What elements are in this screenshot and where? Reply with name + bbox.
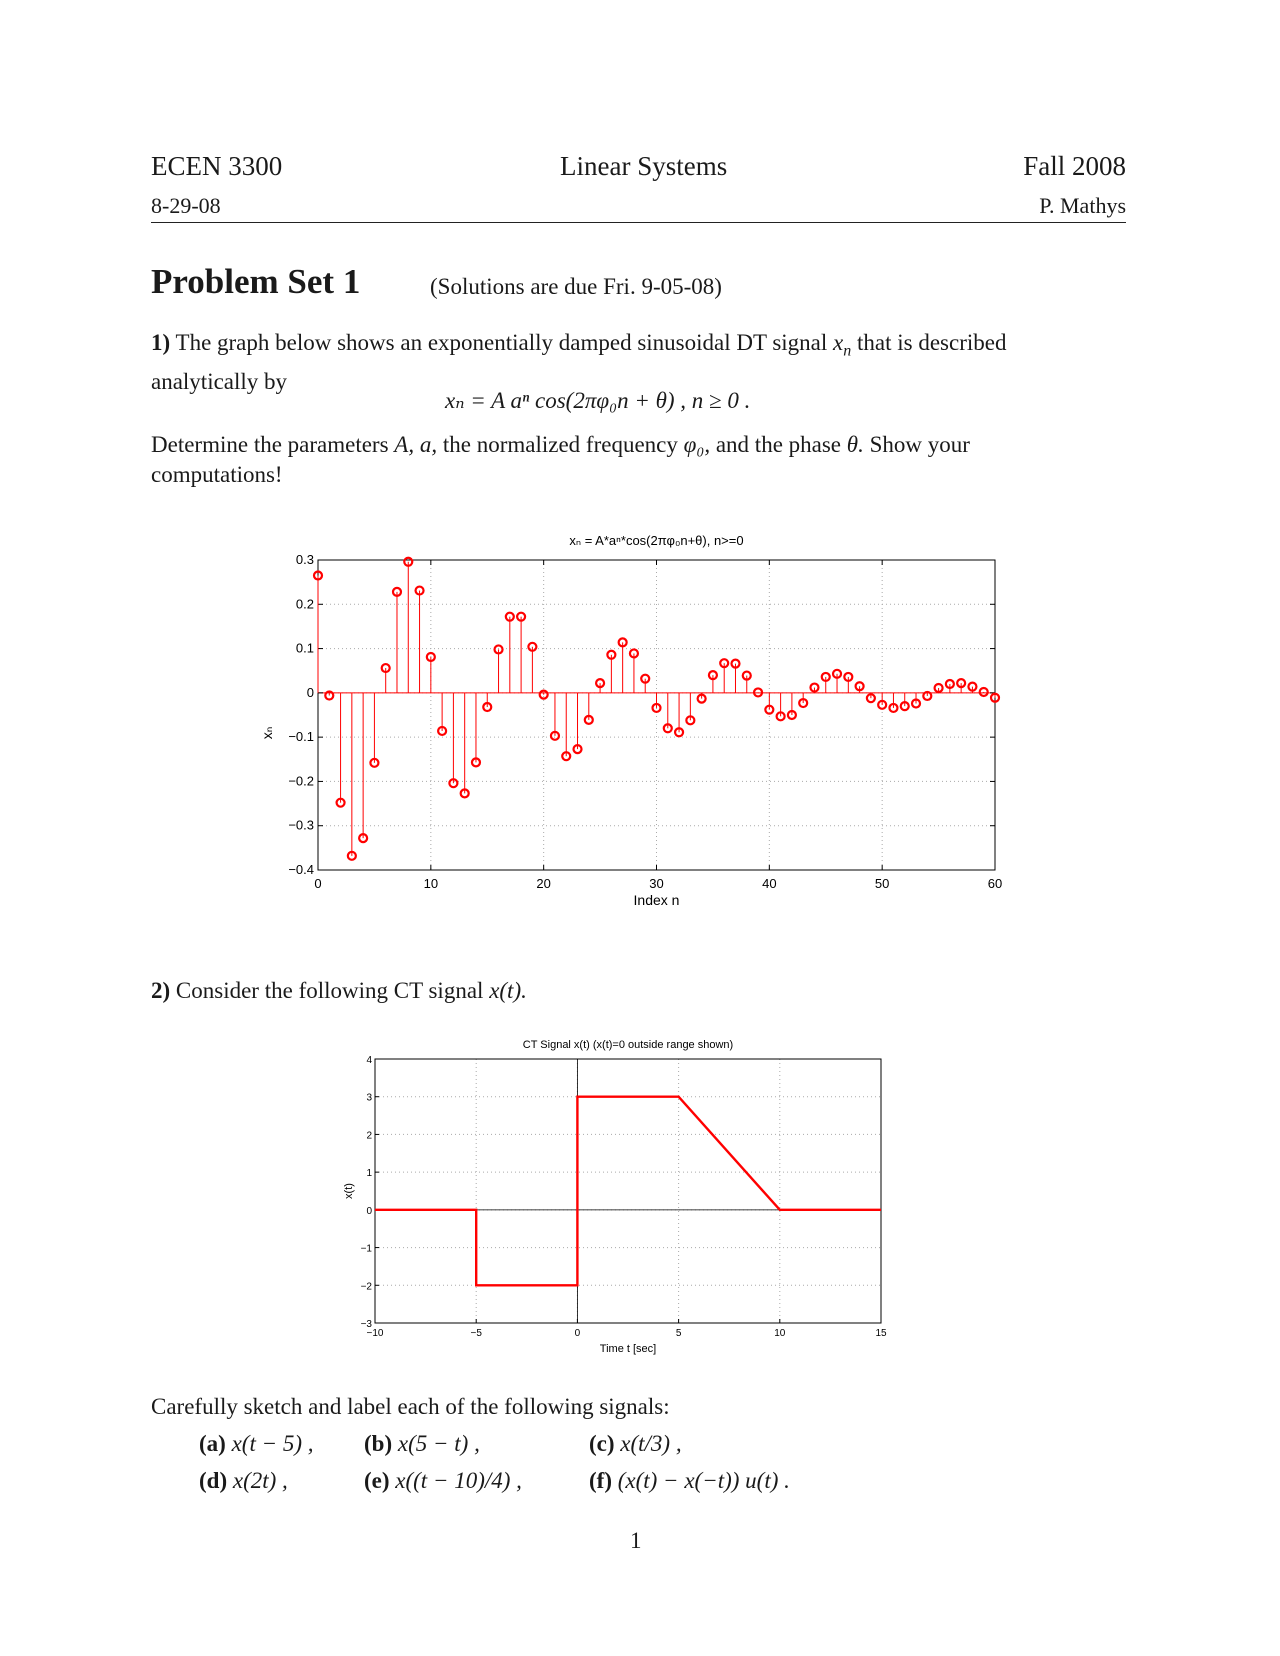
item-c-label: (c) (589, 1431, 615, 1456)
term: Fall 2008 (1023, 151, 1126, 181)
problem1-intro-b: that is described (857, 330, 1007, 355)
item-d-label: (d) (199, 1468, 228, 1493)
item-a-label: (a) (199, 1431, 226, 1456)
symbol-phi: φ₀, (683, 432, 711, 457)
y-tick-label: −0.1 (288, 729, 314, 745)
problem1-var: x (833, 330, 844, 355)
y-axis-label: xₙ (259, 726, 275, 740)
x-tick-label: 0 (314, 876, 322, 891)
y-tick-label: 1 (366, 1168, 372, 1180)
y-tick-label: −0.2 (288, 773, 314, 789)
item-e (364, 1468, 522, 1494)
problem1-task-e: computations! (151, 462, 283, 487)
problem1-intro (151, 328, 1126, 397)
problem2-var: x(t). (489, 978, 527, 1003)
x-tick-label: 10 (423, 876, 439, 891)
x-tick-label: 50 (874, 876, 890, 891)
item-a-expr: x(t − 5) , (231, 1431, 314, 1456)
item-b-label: (b) (364, 1431, 393, 1456)
y-tick-label: −0.4 (288, 862, 314, 877)
x-tick-label: 40 (762, 876, 777, 891)
ct-signal-chart (330, 1030, 950, 1360)
y-tick-label: 0.2 (295, 596, 314, 612)
x-tick-label: 20 (536, 876, 551, 891)
item-e-label: (e) (364, 1468, 390, 1493)
dt-signal-stem-chart (250, 525, 1020, 925)
symbol-theta: θ. (846, 432, 864, 457)
item-f-expr: (x(t) − x(−t)) u(t) . (617, 1468, 790, 1493)
item-d-expr: x(2t) , (232, 1468, 288, 1493)
problem1-task-b: the normalized frequency (442, 432, 678, 457)
item-a (199, 1431, 314, 1457)
item-f-label: (f) (589, 1468, 612, 1493)
y-tick-label: 0 (366, 1205, 372, 1217)
problem1-intro-c: analytically by (151, 368, 288, 394)
problem2-number: 2) (151, 978, 171, 1003)
symbol-a: a, (419, 432, 438, 457)
y-tick-label: −3 (360, 1319, 372, 1330)
item-b-expr: x(5 − t) , (397, 1431, 480, 1456)
x-tick-label: −10 (366, 1328, 384, 1339)
problem1-number: 1) (151, 330, 171, 355)
problem1-task-a: Determine the parameters (151, 432, 389, 457)
header-date: 8-29-08 (151, 193, 221, 218)
x-tick-label: 5 (675, 1328, 682, 1339)
problem1-task-d: Show your (869, 432, 970, 457)
x-tick-label: 0 (574, 1328, 581, 1339)
item-f (589, 1468, 790, 1494)
item-b (364, 1431, 480, 1457)
sketch-instruction: Carefully sketch and label each of the following signals: (151, 1394, 670, 1419)
y-axis-label: x(t) (343, 1183, 355, 1199)
x-tick-label: 60 (987, 876, 1003, 891)
course-subject: Linear Systems (560, 151, 728, 181)
due-note: (Solutions are due Fri. 9-05-08) (430, 274, 722, 299)
problem1-equation: xₙ = A aⁿ cos(2πφ₀n + θ) , n ≥ 0 . (445, 388, 751, 413)
y-tick-label: −1 (360, 1243, 372, 1255)
y-tick-label: 4 (366, 1055, 372, 1066)
problem1-var-sub: n (843, 342, 852, 360)
header-rule (151, 222, 1126, 223)
page-title: Problem Set 1 (151, 262, 361, 301)
y-tick-label: 3 (366, 1092, 372, 1104)
symbol-A: A, (394, 432, 415, 457)
x-tick-label: 10 (774, 1328, 786, 1339)
y-tick-label: 0 (306, 684, 314, 700)
problem1-intro-a: The graph below shows an exponentially damped sinusoidal DT signal (175, 330, 828, 355)
item-d (199, 1468, 288, 1494)
x-tick-label: −5 (470, 1328, 482, 1339)
course-code: ECEN 3300 (151, 151, 283, 181)
y-tick-label: −0.3 (288, 817, 314, 833)
y-tick-label: 2 (366, 1130, 372, 1142)
problem2-text: Consider the following CT signal (175, 978, 484, 1003)
item-c-expr: x(t/3) , (620, 1431, 682, 1456)
x-tick-label: 30 (649, 876, 664, 891)
problem1-task-c: and the phase (715, 432, 842, 457)
item-e-expr: x((t − 10)/4) , (395, 1468, 522, 1493)
author: P. Mathys (1039, 193, 1126, 218)
x-axis-label: Time t [sec] (599, 1343, 657, 1355)
chart-title: CT Signal x(t) (x(t)=0 outside range shown) (522, 1039, 734, 1051)
plot-area (375, 1059, 881, 1323)
problem2-intro (151, 976, 1126, 1006)
x-tick-label: 15 (875, 1328, 887, 1339)
chart-title: xₙ = A*aⁿ*cos(2πφ₀n+θ), n>=0 (569, 533, 744, 548)
item-c (589, 1431, 682, 1457)
x-axis-label: Index n (633, 892, 680, 908)
page-number: 1 (630, 1528, 642, 1553)
y-tick-label: 0.1 (295, 640, 314, 656)
y-tick-label: −2 (360, 1281, 372, 1293)
y-tick-label: 0.3 (295, 552, 314, 567)
problem1-task (151, 430, 1126, 490)
